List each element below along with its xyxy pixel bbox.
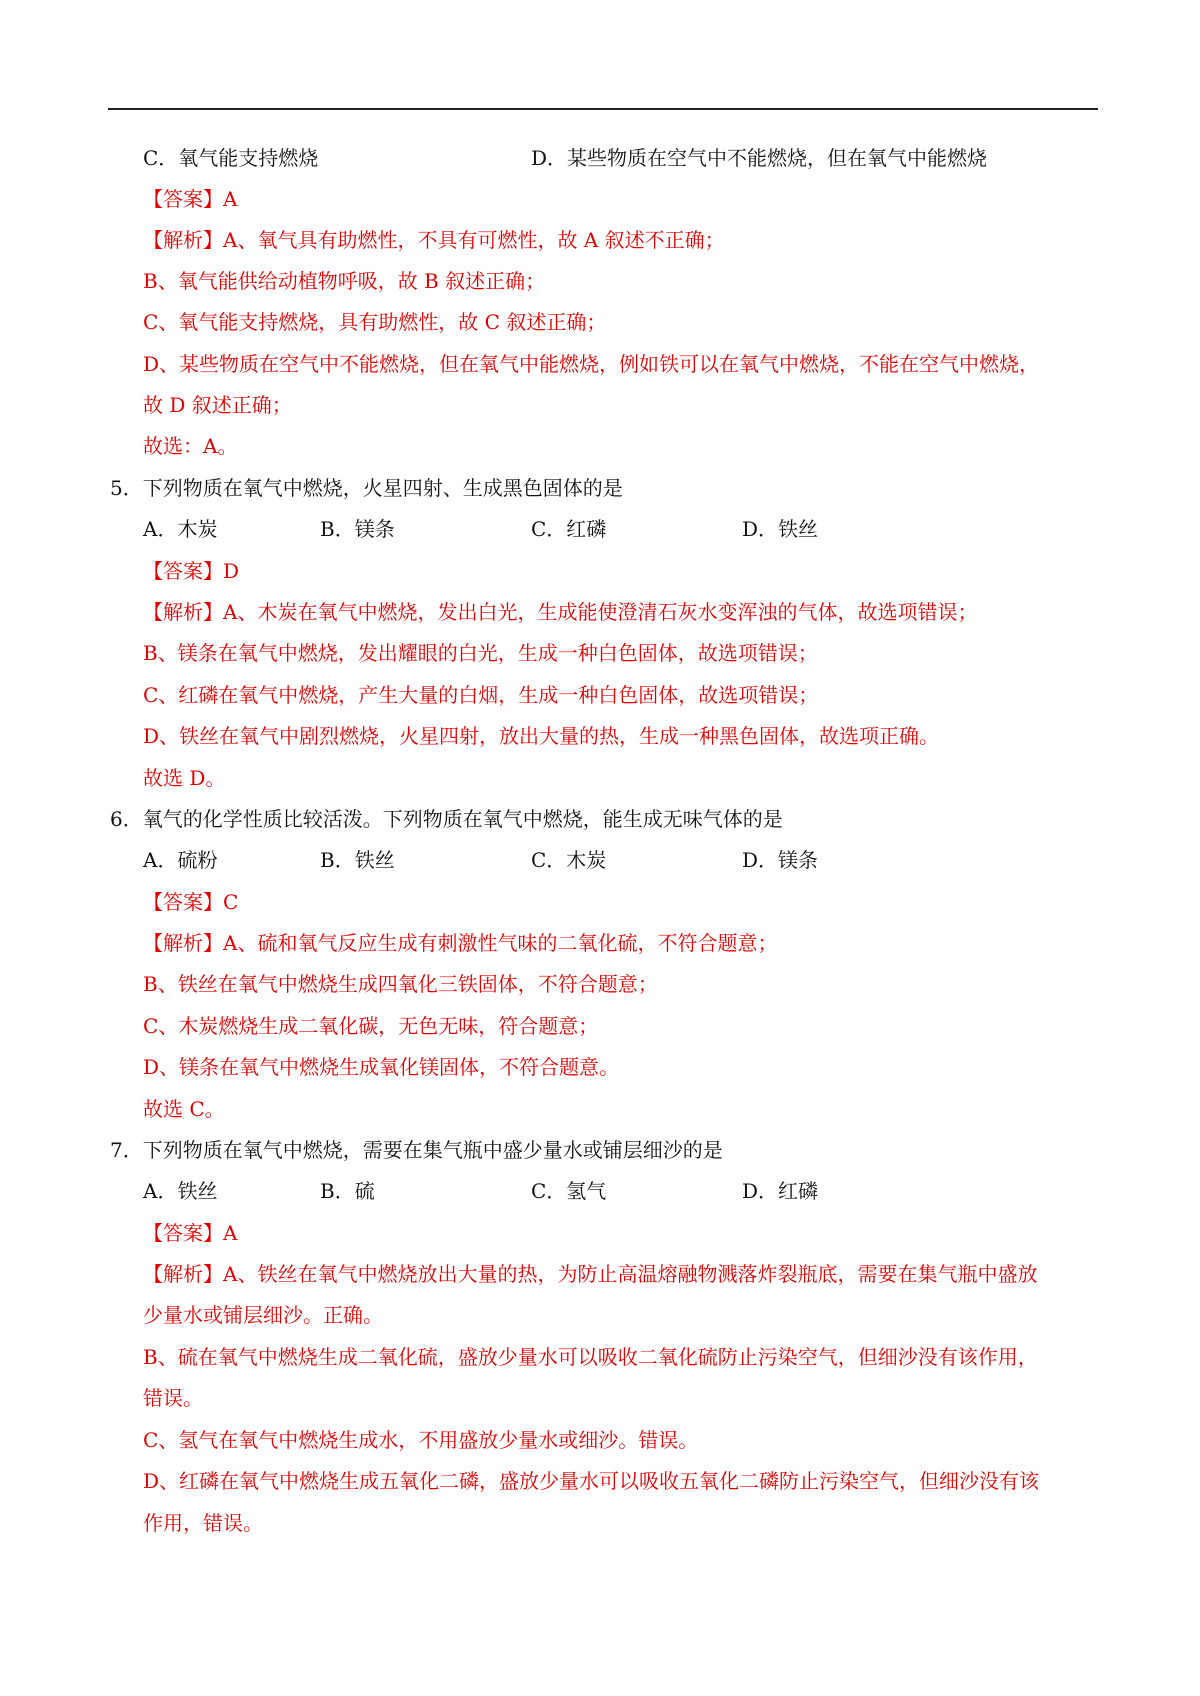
q4-analysis-line: 【解析】A、氧气具有助燃性，不具有可燃性，故 A 叙述不正确； bbox=[143, 228, 725, 252]
q6-analysis-line: 故选 C。 bbox=[143, 1097, 225, 1121]
q7-analysis-line: D、红磷在氧气中燃烧生成五氧化二磷，盛放少量水可以吸收五氧化二磷防止污染空气，但细沙没有该 bbox=[143, 1469, 1040, 1493]
q6-analysis-line: B、铁丝在氧气中燃烧生成四氧化三铁固体，不符合题意； bbox=[143, 972, 658, 996]
q4-option-d: D．某些物质在空气中不能燃烧，但在氧气中能燃烧 bbox=[531, 146, 988, 170]
q4-option-c: C．氧气能支持燃烧 bbox=[143, 146, 319, 170]
q7-analysis-line: B、硫在氧气中燃烧生成二氧化硫，盛放少量水可以吸收二氧化硫防止污染空气，但细沙没有该作用， bbox=[143, 1345, 1038, 1369]
q5-option-c: C．红磷 bbox=[531, 517, 607, 541]
q5-analysis-line: B、镁条在氧气中燃烧，发出耀眼的白光，生成一种白色固体，故选项错误； bbox=[143, 641, 818, 665]
q5-analysis-line: C、红磷在氧气中燃烧，产生大量的白烟，生成一种白色固体，故选项错误； bbox=[143, 683, 819, 707]
q5-analysis-line: D、铁丝在氧气中剧烈燃烧，火星四射，放出大量的热，生成一种黑色固体，故选项正确。 bbox=[143, 724, 940, 748]
q7-analysis-line: C、氢气在氧气中燃烧生成水，不用盛放少量水或细沙。错误。 bbox=[143, 1428, 699, 1452]
q4-analysis-line: 故选：A。 bbox=[143, 434, 238, 458]
q6-option-d: D．镁条 bbox=[742, 848, 819, 872]
q7-analysis-line: 【解析】A、铁丝在氧气中燃烧放出大量的热，为防止高温熔融物溅落炸裂瓶底，需要在集气瓶中盛放 bbox=[143, 1262, 1038, 1286]
q7-option-b: B．硫 bbox=[320, 1179, 375, 1203]
q6-analysis-line: 【解析】A、硫和氧气反应生成有刺激性气味的二氧化硫，不符合题意； bbox=[143, 931, 778, 955]
q6-answer: 【答案】C bbox=[143, 890, 239, 914]
q4-analysis-line: B、氧气能供给动植物呼吸，故 B 叙述正确； bbox=[143, 269, 546, 293]
q4-analysis-line: C、氧气能支持燃烧，具有助燃性，故 C 叙述正确； bbox=[143, 310, 607, 334]
q5-option-b: B．镁条 bbox=[320, 517, 395, 541]
q6-option-b: B．铁丝 bbox=[320, 848, 395, 872]
q7-option-d: D．红磷 bbox=[742, 1179, 819, 1203]
q7-stem: 7．下列物质在氧气中燃烧，需要在集气瓶中盛少量水或铺层细沙的是 bbox=[110, 1138, 723, 1162]
q7-option-a: A．铁丝 bbox=[143, 1179, 218, 1203]
q5-analysis-line: 故选 D。 bbox=[143, 766, 226, 790]
q4-answer: 【答案】A bbox=[143, 187, 238, 211]
q7-analysis-line: 少量水或铺层细沙。正确。 bbox=[143, 1303, 383, 1327]
q5-option-d: D．铁丝 bbox=[742, 517, 819, 541]
q6-option-a: A．硫粉 bbox=[143, 848, 218, 872]
q6-analysis-line: D、镁条在氧气中燃烧生成氧化镁固体，不符合题意。 bbox=[143, 1055, 620, 1079]
q6-analysis-line: C、木炭燃烧生成二氧化碳，无色无味，符合题意； bbox=[143, 1014, 599, 1038]
q5-option-a: A．木炭 bbox=[143, 517, 218, 541]
q7-analysis-line: 错误。 bbox=[143, 1386, 203, 1410]
q7-analysis-line: 作用，错误。 bbox=[143, 1511, 263, 1535]
header-rule bbox=[108, 108, 1098, 110]
q4-analysis-line: 故 D 叙述正确； bbox=[143, 393, 292, 417]
q5-stem: 5．下列物质在氧气中燃烧，火星四射、生成黑色固体的是 bbox=[110, 476, 623, 500]
q7-answer: 【答案】A bbox=[143, 1221, 238, 1245]
q4-analysis-line: D、某些物质在空气中不能燃烧，但在氧气中能燃烧，例如铁可以在氧气中燃烧，不能在空气中燃烧， bbox=[143, 352, 1040, 376]
q6-option-c: C．木炭 bbox=[531, 848, 607, 872]
q5-analysis-line: 【解析】A、木炭在氧气中燃烧，发出白光，生成能使澄清石灰水变浑浊的气体，故选项错误； bbox=[143, 600, 978, 624]
q6-stem: 6．氧气的化学性质比较活泼。下列物质在氧气中燃烧，能生成无味气体的是 bbox=[110, 807, 783, 831]
q5-answer: 【答案】D bbox=[143, 559, 240, 583]
q7-option-c: C．氢气 bbox=[531, 1179, 607, 1203]
